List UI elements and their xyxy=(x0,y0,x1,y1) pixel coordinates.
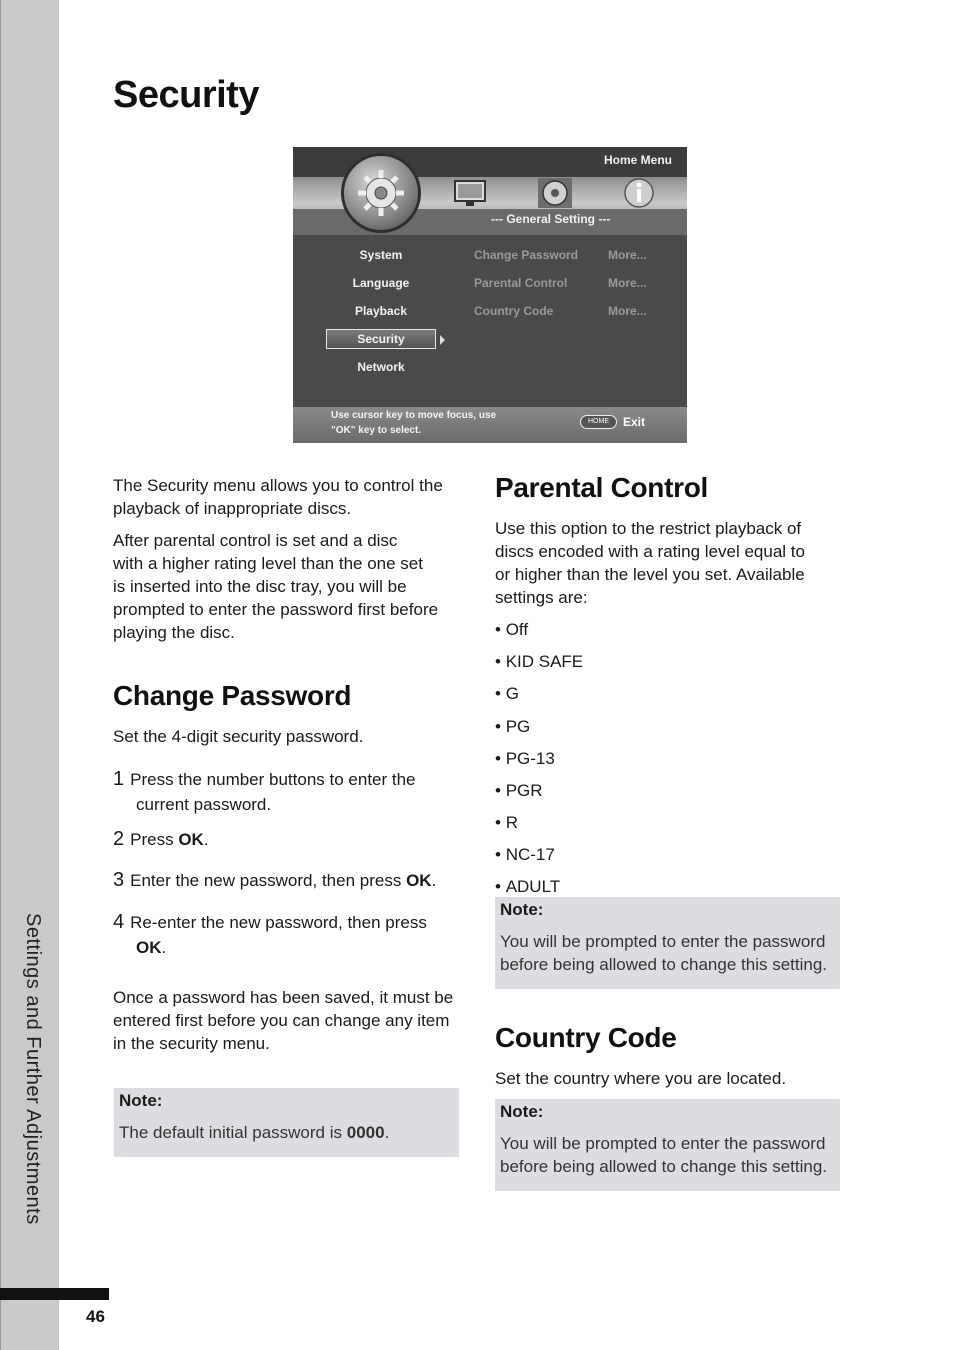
page-number: 46 xyxy=(86,1307,105,1326)
step-4-continued xyxy=(136,936,166,959)
rating-item: • Off xyxy=(495,620,529,639)
step-text: Press xyxy=(130,830,179,849)
tv-footer-hint-1: Use cursor key to move focus, use xyxy=(331,410,497,421)
paragraph-line: or higher than the level you set. Available xyxy=(495,565,805,584)
step-1 xyxy=(113,768,416,791)
submenu-arrow-icon xyxy=(440,335,445,345)
step-number: 2 xyxy=(113,828,125,850)
rating-label: G xyxy=(505,684,519,703)
home-button[interactable]: HOME xyxy=(580,415,617,429)
paragraph-line: Use this option to the restrict playback of xyxy=(495,519,802,538)
rating-item: • PG xyxy=(495,717,531,736)
tv-menu-screenshot xyxy=(293,147,687,443)
step-punct: . xyxy=(431,871,437,890)
tv-option-change-password[interactable]: Change Password xyxy=(474,248,579,262)
step-3 xyxy=(113,869,436,892)
tv-footer xyxy=(293,407,687,443)
tv-home-menu-label: Home Menu xyxy=(603,153,672,167)
paragraph-line: discs encoded with a rating level equal to xyxy=(495,542,805,561)
step-number: 4 xyxy=(113,911,125,933)
note-line: before being allowed to change this setting. xyxy=(500,1157,828,1176)
page-title: Security xyxy=(113,74,259,116)
monitor-icon xyxy=(453,179,487,209)
intro-p2-line: is inserted into the disc tray, you will be xyxy=(113,577,407,596)
step-text: Press the number buttons to enter the xyxy=(130,770,416,789)
step-4 xyxy=(113,911,427,934)
paragraph-line: Once a password has been saved, it must be xyxy=(113,988,454,1007)
tv-menu-item-system[interactable]: System xyxy=(359,248,403,262)
change-password-heading: Change Password xyxy=(113,680,352,711)
rating-item: • PGR xyxy=(495,781,543,800)
tv-more-parental-control[interactable]: More... xyxy=(608,276,647,290)
step-number: 3 xyxy=(113,869,125,891)
rating-label: PG xyxy=(505,717,531,736)
rating-item: • PG-13 xyxy=(495,749,555,768)
intro-p2-line: prompted to enter the password first before xyxy=(113,600,439,619)
note-line: You will be prompted to enter the password xyxy=(500,932,826,951)
intro-paragraph-1 xyxy=(113,474,443,520)
parental-control-heading: Parental Control xyxy=(495,472,709,503)
intro-p1-line: playback of inappropriate discs. xyxy=(113,499,352,518)
paragraph-line: settings are: xyxy=(495,588,588,607)
settings-gear-icon xyxy=(341,153,421,233)
rating-label: ADULT xyxy=(505,877,561,896)
tv-footer-hint-2: "OK" key to select. xyxy=(331,425,422,436)
rating-label: PG-13 xyxy=(505,749,555,768)
note-text xyxy=(119,1121,389,1144)
note-text-part: The default initial password is xyxy=(119,1123,347,1142)
page-strip xyxy=(0,1288,109,1300)
paragraph-line: in the security menu. xyxy=(113,1034,270,1053)
intro-p2-line: with a higher rating level than the one set xyxy=(113,554,423,573)
rating-item: • KID SAFE xyxy=(495,652,584,671)
tv-menu-item-playback[interactable]: Playback xyxy=(354,304,408,318)
step-2 xyxy=(113,828,209,851)
note-text xyxy=(500,1132,827,1178)
tv-more-change-password[interactable]: More... xyxy=(608,248,647,262)
intro-p1-line: The Security menu allows you to control the xyxy=(113,476,443,495)
note-line: before being allowed to change this setting. xyxy=(500,955,828,974)
rating-label: R xyxy=(505,813,518,832)
exit-label: Exit xyxy=(623,415,646,429)
side-label: Settings and Further Adjustments xyxy=(22,913,44,1225)
tv-option-country-code[interactable]: Country Code xyxy=(474,304,554,318)
note-default-password xyxy=(114,1088,459,1157)
parental-control-body xyxy=(495,517,805,609)
step-punct: . xyxy=(203,830,209,849)
rating-item: • ADULT xyxy=(495,877,561,896)
country-code-lead: Set the country where you are located. xyxy=(495,1069,787,1088)
intro-p2-line: playing the disc. xyxy=(113,623,235,642)
step-punct: . xyxy=(161,938,167,957)
note-heading: Note: xyxy=(500,1102,544,1121)
intro-paragraph-2 xyxy=(113,529,438,644)
note-text xyxy=(500,930,827,976)
tv-menu-item-language[interactable]: Language xyxy=(352,276,410,290)
disc-settings-icon xyxy=(537,177,573,209)
paragraph-line: entered first before you can change any item xyxy=(113,1011,450,1030)
step-key: OK xyxy=(406,871,432,890)
tv-section-title: --- General Setting --- xyxy=(491,212,611,226)
tv-menu-item-network[interactable]: Network xyxy=(357,360,405,374)
tv-menu-item-security[interactable]: Security xyxy=(326,329,436,349)
tv-more-country-code[interactable]: More... xyxy=(608,304,647,318)
note-heading: Note: xyxy=(500,900,544,919)
tv-option-parental-control[interactable]: Parental Control xyxy=(474,276,568,290)
step-text: Re-enter the new password, then press xyxy=(130,913,427,932)
note-text-part: . xyxy=(384,1123,390,1142)
note-line: You will be prompted to enter the password xyxy=(500,1134,826,1153)
step-text: Enter the new password, then press xyxy=(130,871,407,890)
info-icon xyxy=(623,177,655,209)
rating-label: NC-17 xyxy=(505,845,555,864)
default-password-value: 0000 xyxy=(346,1123,385,1142)
note-country-code xyxy=(495,1099,840,1191)
password-saved-paragraph xyxy=(113,986,453,1055)
rating-item: • NC-17 xyxy=(495,845,555,864)
rating-item: • G xyxy=(495,684,519,703)
rating-label: KID SAFE xyxy=(505,652,584,671)
step-key: OK xyxy=(136,938,162,957)
step-number: 1 xyxy=(113,768,125,790)
rating-label: PGR xyxy=(505,781,543,800)
country-code-heading: Country Code xyxy=(495,1022,677,1053)
change-password-lead: Set the 4-digit security password. xyxy=(113,727,364,746)
note-heading: Note: xyxy=(119,1091,163,1110)
step-1-continued: current password. xyxy=(136,795,272,814)
note-parental-control xyxy=(495,897,840,989)
rating-label: Off xyxy=(505,620,529,639)
intro-p2-line: After parental control is set and a disc xyxy=(113,531,398,550)
step-key: OK xyxy=(178,830,204,849)
rating-item: • R xyxy=(495,813,518,832)
